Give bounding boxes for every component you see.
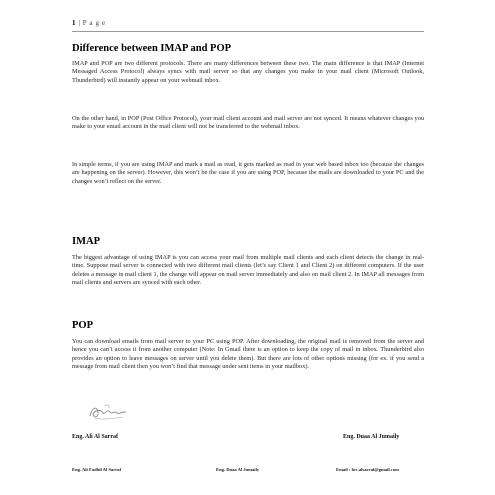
intro-paragraph-3: In simple terms, if you are using IMAP and mark a mail as read, it gets marked as read in your web based inbox too (because the changes are happening on the server). However, this won’t be the case if you are using POP, because the mails are downloaded to your PC and the changes won’t reflect on the server. bbox=[72, 161, 424, 185]
page-label: | P a g e bbox=[76, 19, 106, 27]
footer-email: Email : btc.alsarraf@gmail.com bbox=[336, 467, 399, 472]
signature-name-right: Eng. Duaa Al Jumaily bbox=[343, 434, 400, 440]
handwritten-signature-image bbox=[86, 401, 130, 423]
imap-paragraph: The biggest advantage of using IMAP is you can access your mail from multiple mail clients and each client detects the change in real-time. Suppose mail server is connected with two different mail clients (let’s say Client 1 and Client 2) on different computers. If the user deletes a message in mail client 1, the change will appear on mail server immediately and also on mail client 2. In IMAP all messages from mail clients and servers are synced with each other. bbox=[72, 254, 424, 287]
signature-name-left: Eng. Ali Al Sarraf bbox=[72, 434, 119, 440]
page-header bbox=[72, 19, 106, 27]
document-title: Difference between IMAP and POP bbox=[72, 43, 232, 54]
footer-author-center: Eng. Duaa Al Jumaily bbox=[216, 467, 260, 472]
intro-paragraph-2: On the other hand, in POP (Post Office Protocol), your mail client account and mail server are not synced. It means whatever changes you make to your email account in the mail client will not be transferred to the webmail inbox. bbox=[72, 115, 424, 131]
imap-heading: IMAP bbox=[72, 236, 100, 247]
pop-heading: POP bbox=[72, 320, 93, 331]
page-number: 1 bbox=[72, 19, 77, 27]
intro-paragraph-1: IMAP and POP are two different protocols. There are many differences between these two. The main difference is that IMAP (Internet Messaged Access Protocol) always syncs with mail server so that any changes you make in your mail client (Microsoft Outlook, Thunderbird) will instantly appear on your webmail inbox. bbox=[72, 60, 424, 84]
pop-paragraph: You can download emails from mail server to your PC using POP. After downloading, the original mail is removed from the server and hence you can’t access it from another computer (Note: In Gmail there is an option to keep the copy of mail in inbox. Thunderbird also provides an option to leave messages on server until you delete them). But there are lots of other options missing (for ex. if you send a message from mail client then you won’t find that message under sent items in your mailbox). bbox=[72, 338, 424, 371]
footer-author-left: Eng. Ali Fadhil Al Sarraf bbox=[72, 467, 122, 472]
header-divider bbox=[72, 31, 424, 32]
